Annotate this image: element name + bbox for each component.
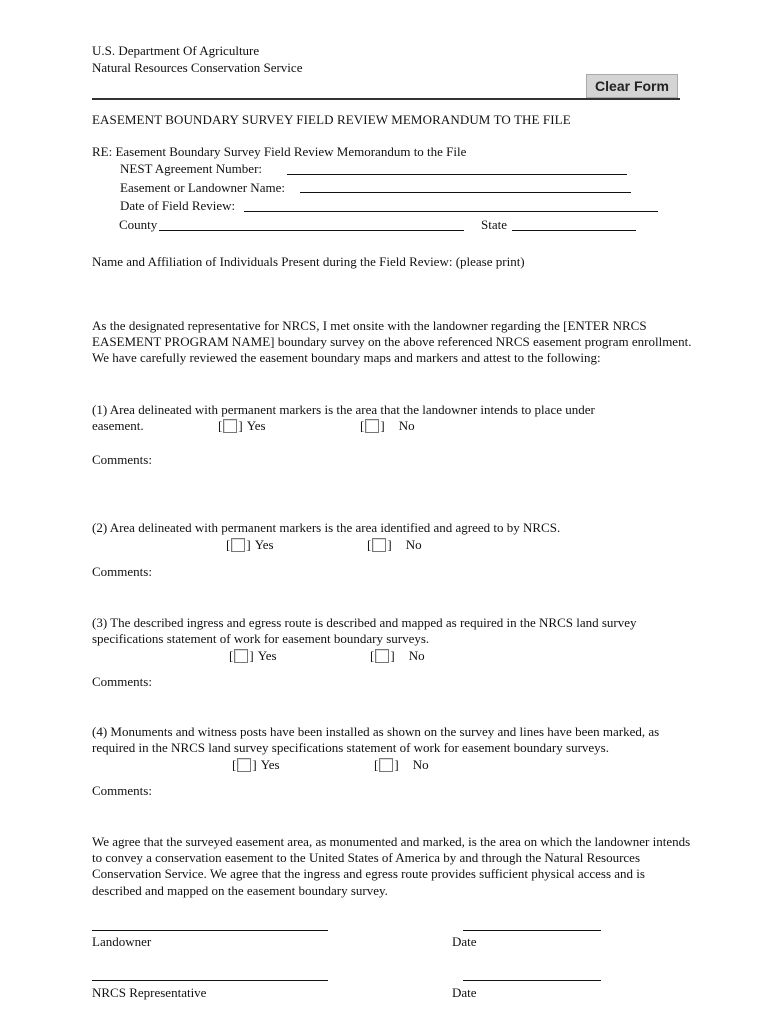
question-4-yes-option[interactable]: [ ] Yes bbox=[232, 757, 280, 772]
field-review-date-label: Date of Field Review: bbox=[120, 198, 236, 213]
question-3-no-label: No bbox=[408, 648, 425, 663]
intro-paragraph: As the designated representative for NRCS, I met onsite with the landowner regarding the [ENTER NRCS EASEMENT PROGRAM NAME] boundary survey on the above referenced NRCS easement program enrollment. We have carefully reviewed the easement boundary maps and markers and attest to the following: bbox=[92, 318, 692, 366]
question-2-comments-label: Comments: bbox=[92, 564, 152, 579]
question-3-yes-checkbox[interactable] bbox=[234, 649, 248, 663]
question-3-text: (3) The described ingress and egress route is described and mapped as required in the NRCS land survey specifications statement of work for easement boundary surveys. bbox=[92, 615, 637, 647]
landowner-name-label: Easement or Landowner Name: bbox=[120, 180, 285, 195]
question-3-yes-option[interactable]: [ ] Yes bbox=[229, 648, 277, 663]
question-4-comments-label: Comments: bbox=[92, 783, 152, 798]
question-2-yes-label: Yes bbox=[254, 537, 274, 552]
question-1-yes-option[interactable]: [ ] Yes bbox=[218, 418, 266, 433]
question-4-no-label: No bbox=[412, 757, 429, 772]
nest-agreement-field[interactable] bbox=[287, 174, 627, 175]
nest-agreement-label: NEST Agreement Number: bbox=[120, 161, 263, 176]
individuals-present-label: Name and Affiliation of Individuals Present during the Field Review: (please print) bbox=[92, 254, 525, 269]
question-2-no-option[interactable]: [ ] No bbox=[367, 537, 422, 552]
question-4-text: (4) Monuments and witness posts have been installed as shown on the survey and lines have been marked, as required in the NRCS land survey specifications statement of work for easement boundary surveys. bbox=[92, 724, 660, 756]
page-title: EASEMENT BOUNDARY SURVEY FIELD REVIEW MEMORANDUM TO THE FILE bbox=[92, 112, 571, 127]
question-3-no-checkbox[interactable] bbox=[375, 649, 389, 663]
question-1-no-label: No bbox=[398, 418, 415, 433]
question-2-text: (2) Area delineated with permanent markers is the area identified and agreed to by NRCS. bbox=[92, 520, 561, 535]
question-1-text: (1) Area delineated with permanent markers is the area that the landowner intends to place under easement. bbox=[92, 402, 595, 434]
question-4-yes-checkbox[interactable] bbox=[237, 758, 251, 772]
field-review-date-field[interactable] bbox=[244, 211, 658, 212]
county-label: County bbox=[119, 217, 158, 232]
landowner-signature-line[interactable] bbox=[92, 930, 328, 931]
question-1-comments-label: Comments: bbox=[92, 452, 152, 467]
question-2-no-checkbox[interactable] bbox=[372, 538, 386, 552]
nrcs-date-line[interactable] bbox=[463, 980, 601, 981]
nrcs-date-label: Date bbox=[452, 985, 477, 1000]
question-4-no-checkbox[interactable] bbox=[379, 758, 393, 772]
landowner-name-field[interactable] bbox=[300, 192, 631, 193]
question-1-yes-label: Yes bbox=[246, 418, 266, 433]
question-1-no-checkbox[interactable] bbox=[365, 419, 379, 433]
question-4-yes-label: Yes bbox=[260, 757, 280, 772]
state-label: State bbox=[481, 217, 507, 232]
landowner-label: Landowner bbox=[92, 934, 152, 949]
question-3-comments-label: Comments: bbox=[92, 674, 152, 689]
landowner-date-line[interactable] bbox=[463, 930, 601, 931]
re-line: RE: Easement Boundary Survey Field Review Memorandum to the File bbox=[92, 144, 467, 159]
header-divider bbox=[92, 98, 680, 100]
state-field[interactable] bbox=[512, 230, 636, 231]
nrcs-signature-line[interactable] bbox=[92, 980, 328, 981]
nrcs-representative-label: NRCS Representative bbox=[92, 985, 207, 1000]
clear-form-button[interactable]: Clear Form bbox=[586, 74, 678, 98]
agency-line-2: Natural Resources Conservation Service bbox=[92, 60, 303, 75]
question-2-no-label: No bbox=[405, 537, 422, 552]
landowner-date-label: Date bbox=[452, 934, 477, 949]
question-1-yes-checkbox[interactable] bbox=[223, 419, 237, 433]
agreement-paragraph: We agree that the surveyed easement area, as monumented and marked, is the area on which the landowner intends to convey a conservation easement to the United States of America by and through the Natural Resources Conservation Service. We agree that the ingress and egress route provides sufficient physical access and is described and mapped on the easement boundary survey. bbox=[92, 834, 691, 898]
county-field[interactable] bbox=[159, 230, 464, 231]
question-1-no-option[interactable]: [ ] No bbox=[360, 418, 415, 433]
question-3-yes-label: Yes bbox=[257, 648, 277, 663]
question-3-no-option[interactable]: [ ] No bbox=[370, 648, 425, 663]
agency-line-1: U.S. Department Of Agriculture bbox=[92, 43, 260, 58]
question-2-yes-option[interactable]: [ ] Yes bbox=[226, 537, 274, 552]
question-4-no-option[interactable]: [ ] No bbox=[374, 757, 429, 772]
question-2-yes-checkbox[interactable] bbox=[231, 538, 245, 552]
